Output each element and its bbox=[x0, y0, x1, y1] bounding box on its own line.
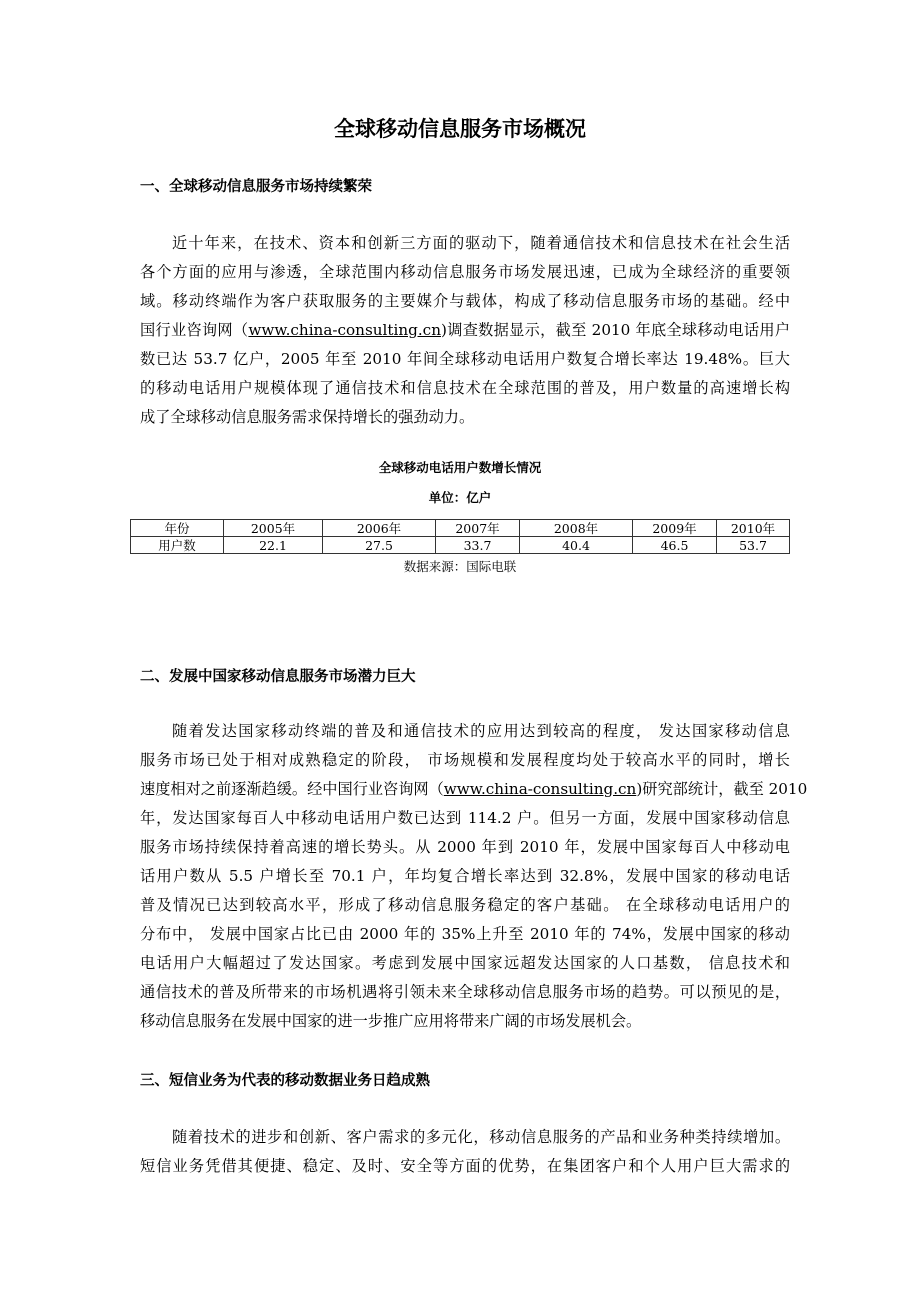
paragraph-line: 电话用户大幅超过了发达国家。考虑到发展中国家远超发达国家的人口基数， 信息技术和 bbox=[140, 954, 790, 972]
paragraph-line: 话用户数从 5.5 户增长至 70.1 户，年均复合增长率达到 32.8%，发展中国家的移动电话 bbox=[140, 867, 790, 885]
section-heading-1: 一、全球移动信息服务市场持续繁荣 bbox=[140, 179, 372, 195]
paragraph-line: 随着技术的进步和创新、客户需求的多元化，移动信息服务的产品和业务种类持续增加。 bbox=[172, 1128, 790, 1146]
table-header-row bbox=[131, 520, 790, 537]
table-cell: 2009年 bbox=[633, 520, 717, 537]
section-2-paragraph bbox=[140, 717, 808, 1036]
table-cell: 2006年 bbox=[323, 520, 436, 537]
table-unit: 单位：亿户 bbox=[428, 490, 492, 505]
row-label-cell: 用户数 bbox=[131, 537, 224, 554]
page-title: 全球移动信息服务市场概况 bbox=[334, 117, 586, 141]
table-cell: 40.4 bbox=[520, 537, 633, 554]
paragraph-line: 分布中， 发展中国家占比已由 2000 年的 35%上升至 2010 年的 74%，发展中国家的移动 bbox=[140, 925, 790, 943]
china-consulting-link[interactable]: www.china-consulting.cn bbox=[443, 780, 637, 798]
table-cell: 2007年 bbox=[436, 520, 520, 537]
row-label-cell: 年份 bbox=[131, 520, 224, 537]
section-3-paragraph bbox=[140, 1123, 790, 1181]
table-cell: 2010年 bbox=[717, 520, 790, 537]
table-cell: 22.1 bbox=[224, 537, 323, 554]
line-text: )研究部统计，截至 2010 bbox=[636, 780, 808, 798]
paragraph-line: 数已达 53.7 亿户，2005 年至 2010 年间全球移动电话用户数复合增长率达 19.48%。巨大 bbox=[140, 350, 790, 368]
table-cell: 33.7 bbox=[436, 537, 520, 554]
paragraph-line: 近十年来，在技术、资本和创新三方面的驱动下，随着通信技术和信息技术在社会生活 bbox=[172, 234, 790, 252]
paragraph-line: 短信业务凭借其便捷、稳定、及时、安全等方面的优势，在集团客户和个人用户巨大需求的 bbox=[140, 1157, 790, 1175]
table-source: 数据来源：国际电联 bbox=[403, 559, 517, 574]
paragraph-line: 通信技术的普及所带来的市场机遇将引领未来全球移动信息服务市场的趋势。可以预见的是， bbox=[140, 983, 790, 1001]
paragraph-line: 各个方面的应用与渗透，全球范围内移动信息服务市场发展迅速，已成为全球经济的重要领 bbox=[140, 263, 790, 281]
paragraph-line: 随着发达国家移动终端的普及和通信技术的应用达到较高的程度， 发达国家移动信息 bbox=[172, 722, 790, 740]
paragraph-line: 的移动电话用户规模体现了通信技术和信息技术在全球范围的普及，用户数量的高速增长构 bbox=[140, 379, 790, 397]
line-text: )调查数据显示，截至 2010 年底全球移动电话用户 bbox=[440, 321, 791, 339]
table-cell: 2005年 bbox=[224, 520, 323, 537]
section-1-paragraph bbox=[140, 229, 790, 432]
paragraph-line: 普及情况已达到较高水平，形成了移动信息服务稳定的客户基础。 在全球移动电话用户的 bbox=[140, 896, 790, 914]
paragraph-line: 服务市场已处于相对成熟稳定的阶段， 市场规模和发展程度均处于较高水平的同时，增长 bbox=[140, 751, 790, 769]
table-cell: 53.7 bbox=[717, 537, 790, 554]
paragraph-line: 移动信息服务在发展中国家的进一步推广应用将带来广阔的市场发展机会。 bbox=[140, 1012, 642, 1030]
paragraph-line bbox=[140, 775, 808, 804]
china-consulting-link[interactable]: www.china-consulting.cn bbox=[248, 321, 441, 339]
line-text: 国行业咨询网（ bbox=[140, 321, 249, 339]
table-cell: 2008年 bbox=[520, 520, 633, 537]
paragraph-line: 年，发达国家每百人中移动电话用户数已达到 114.2 户。但另一方面，发展中国家移动信息 bbox=[140, 809, 790, 827]
table-cell: 27.5 bbox=[323, 537, 436, 554]
subscriber-table bbox=[130, 519, 790, 554]
paragraph-line: 域。移动终端作为客户获取服务的主要媒介与载体，构成了移动信息服务市场的基础。经中 bbox=[140, 292, 790, 310]
paragraph-line: 服务市场持续保持着高速的增长势头。从 2000 年到 2010 年，发展中国家每百人中移动电 bbox=[140, 838, 790, 856]
table-row bbox=[131, 537, 790, 554]
section-heading-3: 三、短信业务为代表的移动数据业务日趋成熟 bbox=[140, 1073, 430, 1089]
section-heading-2: 二、发展中国家移动信息服务市场潜力巨大 bbox=[140, 669, 416, 685]
line-text: 速度相对之前逐渐趋缓。经中国行业咨询网（ bbox=[140, 780, 444, 798]
table-cell: 46.5 bbox=[633, 537, 717, 554]
paragraph-line bbox=[140, 316, 790, 345]
paragraph-line: 成了全球移动信息服务需求保持增长的强劲动力。 bbox=[140, 408, 475, 426]
table-caption: 全球移动电话用户数增长情况 bbox=[378, 460, 542, 475]
